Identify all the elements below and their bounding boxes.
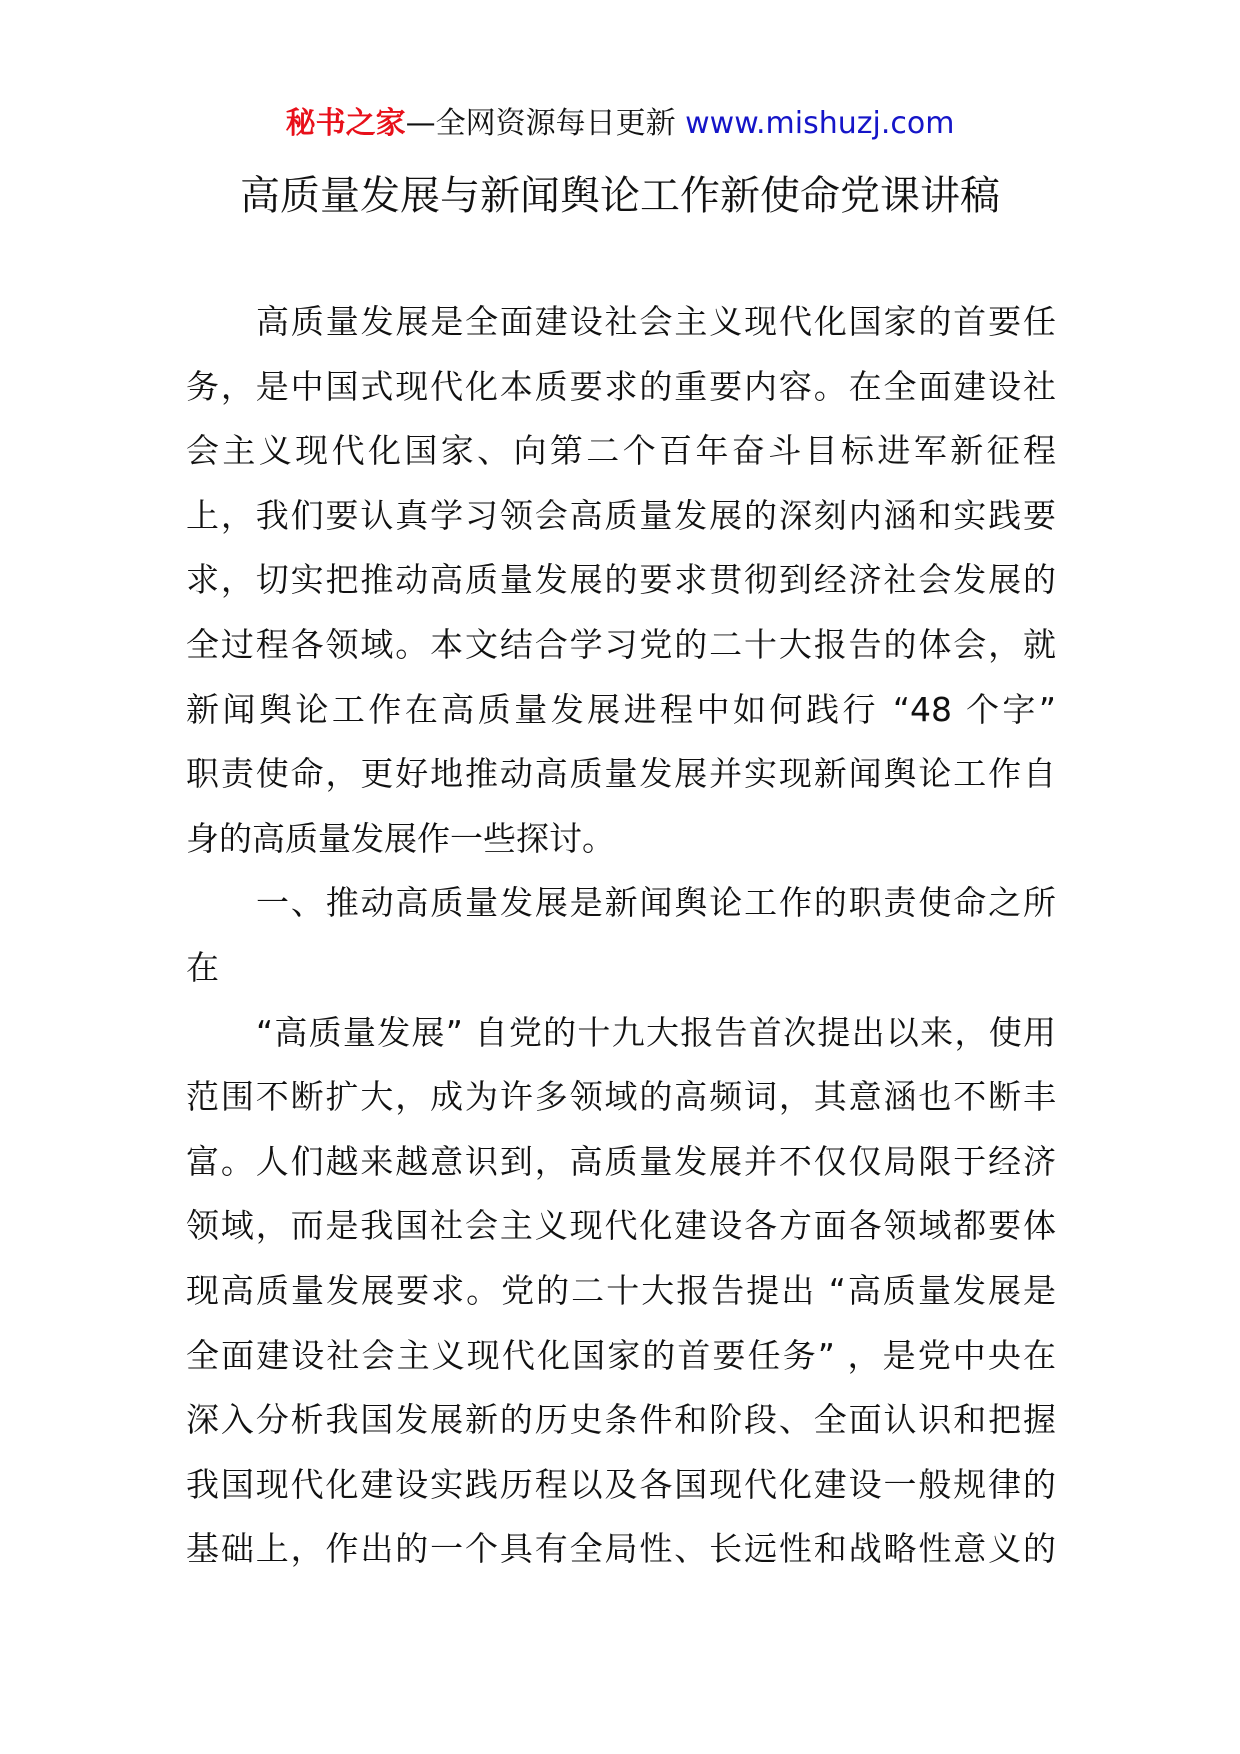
- paragraph-1-line-2: 务，是中国式现代化本质要求的重要内容。在全面建设社: [186, 366, 1056, 406]
- site-tagline: —全网资源每日更新: [405, 106, 686, 141]
- paragraph-2-line-2: 范围不断扩大，成为许多领域的高频词，其意涵也不断丰: [186, 1077, 1056, 1117]
- paragraph-1-line-4: 上，我们要认真学习领会高质量发展的深刻内涵和实践要: [186, 495, 1056, 535]
- document-body: [186, 290, 1056, 1582]
- paragraph-1-line-5: 求，切实把推动高质量发展的要求贯彻到经济社会发展的: [186, 560, 1056, 600]
- paragraph-1-line-8: 职责使命，更好地推动高质量发展并实现新闻舆论工作自: [186, 754, 1056, 794]
- paragraph-2-line-9: 基础上，作出的一个具有全局性、长远性和战略性意义的: [186, 1529, 1056, 1569]
- paragraph-1-line-1: 高质量发展是全面建设社会主义现代化国家的首要任: [256, 302, 1056, 341]
- paragraph-2-line-1: “高质量发展” 自党的十九大报告首次提出以来，使用: [256, 1012, 1056, 1052]
- paragraph-2-line-7: 深入分析我国发展新的历史条件和阶段、全面认识和把握: [186, 1400, 1056, 1440]
- section-heading-1-line-2: 在: [186, 947, 219, 987]
- site-brand: 秘书之家: [285, 106, 406, 141]
- document-title: 高质量发展与新闻舆论工作新使命党课讲稿: [240, 173, 1000, 219]
- paragraph-1-line-9: 身的高质量发展作一些探讨。: [186, 818, 615, 858]
- paragraph-1-line-3: 会主义现代化国家、向第二个百年奋斗目标进军新征程: [186, 431, 1056, 471]
- paragraph-2-line-3: 富。人们越来越意识到，高质量发展并不仅仅局限于经济: [186, 1141, 1056, 1181]
- paragraph-2-line-5: 现高质量发展要求。党的二十大报告提出 “高质量发展是: [186, 1270, 1056, 1310]
- paragraph-2-line-8: 我国现代化建设实践历程以及各国现代化建设一般规律的: [186, 1464, 1056, 1504]
- site-url-link[interactable]: www.mishuzj.com: [685, 106, 955, 141]
- section-heading-1-line-1: 一、推动高质量发展是新闻舆论工作的职责使命之所: [256, 883, 1056, 923]
- paragraph-1-line-6: 全过程各领域。本文结合学习党的二十大报告的体会，就: [186, 624, 1056, 664]
- site-header: [0, 103, 1240, 145]
- paragraph-2-line-4: 领域，而是我国社会主义现代化建设各方面各领域都要体: [186, 1206, 1056, 1246]
- paragraph-1-line-7: 新闻舆论工作在高质量发展进程中如何践行 “48 个字”: [186, 689, 1056, 729]
- paragraph-2-line-6: 全面建设社会主义现代化国家的首要任务” ，是党中央在: [186, 1335, 1056, 1375]
